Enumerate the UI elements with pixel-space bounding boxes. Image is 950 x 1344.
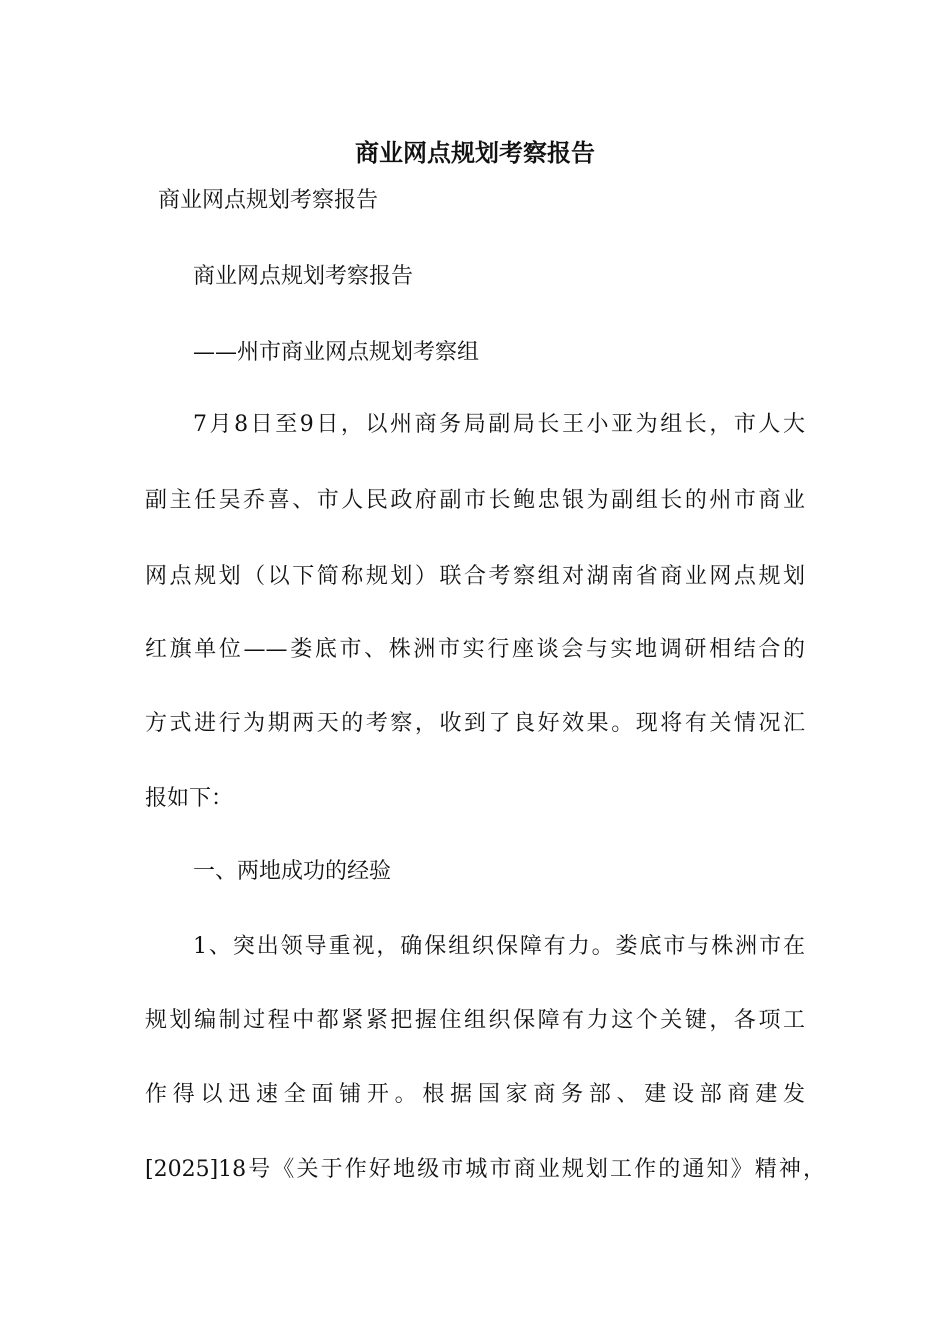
paragraph-line: 副主任吴乔喜、市人民政府副市长鲍忠银为副组长的州市商业 [145,488,805,513]
document-subtitle: 商业网点规划考察报告 [158,188,379,213]
section-heading: 一、两地成功的经验 [193,859,392,884]
author-line: ——州市商业网点规划考察组 [193,340,480,365]
paragraph-line: 7月8日至9日，以州商务局副局长王小亚为组长，市人大 [193,412,805,437]
paragraph-line: 红旗单位——娄底市、株洲市实行座谈会与实地调研相结合的 [145,637,805,662]
paragraph-line: 1、突出领导重视，确保组织保障有力。娄底市与株洲市在 [193,934,805,959]
paragraph-line: 作得以迅速全面铺开。根据国家商务部、建设部商建发 [145,1082,805,1107]
document-title: 商业网点规划考察报告 [355,138,595,167]
paragraph-line: [2025]18号《关于作好地级市城市商业规划工作的通知》精神， [145,1157,825,1182]
paragraph-line: 方式进行为期两天的考察，收到了良好效果。现将有关情况汇 [145,711,805,736]
report-heading: 商业网点规划考察报告 [193,264,414,289]
paragraph-line: 报如下： [145,786,234,811]
paragraph-line: 网点规划（以下简称规划）联合考察组对湖南省商业网点规划 [145,564,805,589]
paragraph-line: 规划编制过程中都紧紧把握住组织保障有力这个关键，各项工 [145,1008,805,1033]
